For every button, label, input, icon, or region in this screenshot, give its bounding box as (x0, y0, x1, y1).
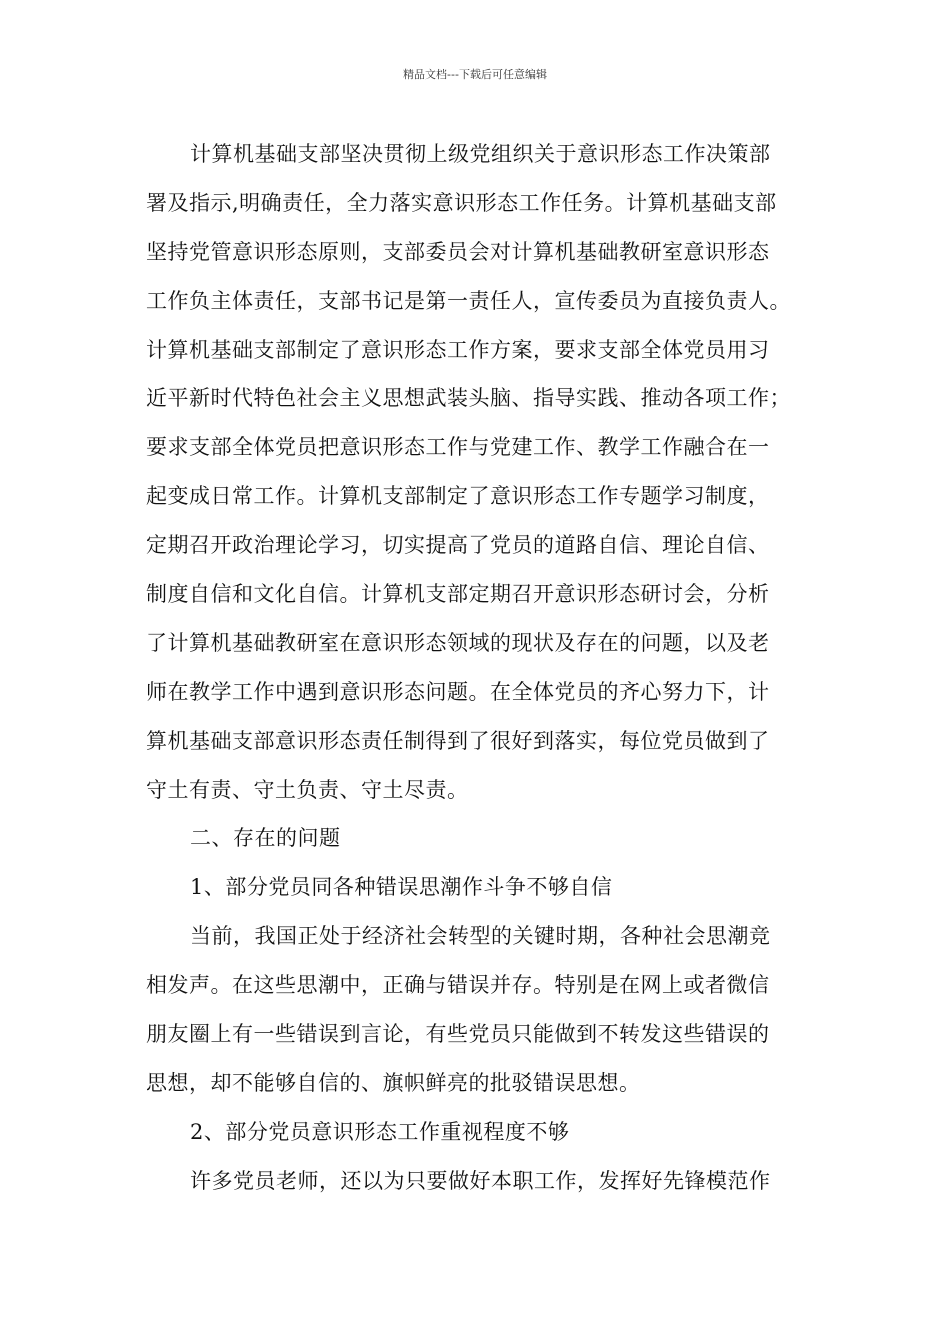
text-line: 坚持党管意识形态原则，支部委员会对计算机基础教研室意识形态 (146, 239, 770, 264)
section-heading: 二、存在的问题 (190, 826, 341, 851)
text-line: 思想，却不能够自信的、旗帜鲜亮的批驳错误思想。 (146, 1070, 641, 1095)
text-line: 署及指示,明确责任，全力落实意识形态工作任务。计算机基础支部 (146, 190, 777, 215)
text-line: 当前，我国正处于经济社会转型的关键时期，各种社会思潮竞 (190, 924, 771, 949)
text-line: 守土有责、守土负责、守土尽责。 (146, 777, 469, 802)
text-line: 相发声。在这些思潮中，正确与错误并存。特别是在网上或者微信 (146, 973, 770, 998)
text-line: 朋友圈上有一些错误到言论，有些党员只能做到不转发这些错误的 (146, 1022, 770, 1047)
page-header: 精品文档---下载后可任意编辑 (403, 68, 547, 81)
subsection-heading: 1、部分党员同各种错误思潮作斗争不够自信 (190, 875, 613, 900)
text-line: 算机基础支部意识形态责任制得到了很好到落实，每位党员做到了 (146, 728, 770, 753)
document-body (146, 130, 806, 1206)
text-line: 计算机基础支部坚决贯彻上级党组织关于意识形态工作决策部 (190, 142, 771, 166)
text-line: 要求支部全体党员把意识形态工作与党建工作、教学工作融合在一 (146, 435, 770, 460)
text-line: 制度自信和文化自信。计算机支部定期召开意识形态研讨会，分析 (146, 582, 770, 607)
text-line: 工作负主体责任，支部书记是第一责任人，宣传委员为直接负责人。 (146, 288, 791, 313)
text-line: 近平新时代特色社会主义思想武装头脑、指导实践、推动各项工作； (146, 386, 791, 411)
text-line: 定期召开政治理论学习，切实提高了党员的道路自信、理论自信、 (146, 533, 770, 558)
text-line: 计算机基础支部制定了意识形态工作方案，要求支部全体党员用习 (146, 337, 770, 362)
text-line: 起变成日常工作。计算机支部制定了意识形态工作专题学习制度， (146, 484, 770, 509)
subsection-heading: 2、部分党员意识形态工作重视程度不够 (190, 1119, 570, 1144)
text-line: 了计算机基础教研室在意识形态领域的现状及存在的问题，以及老 (146, 630, 770, 655)
text-line: 许多党员老师，还以为只要做好本职工作，发挥好先锋模范作 (190, 1168, 771, 1193)
text-line: 师在教学工作中遇到意识形态问题。在全体党员的齐心努力下，计 (146, 679, 770, 704)
